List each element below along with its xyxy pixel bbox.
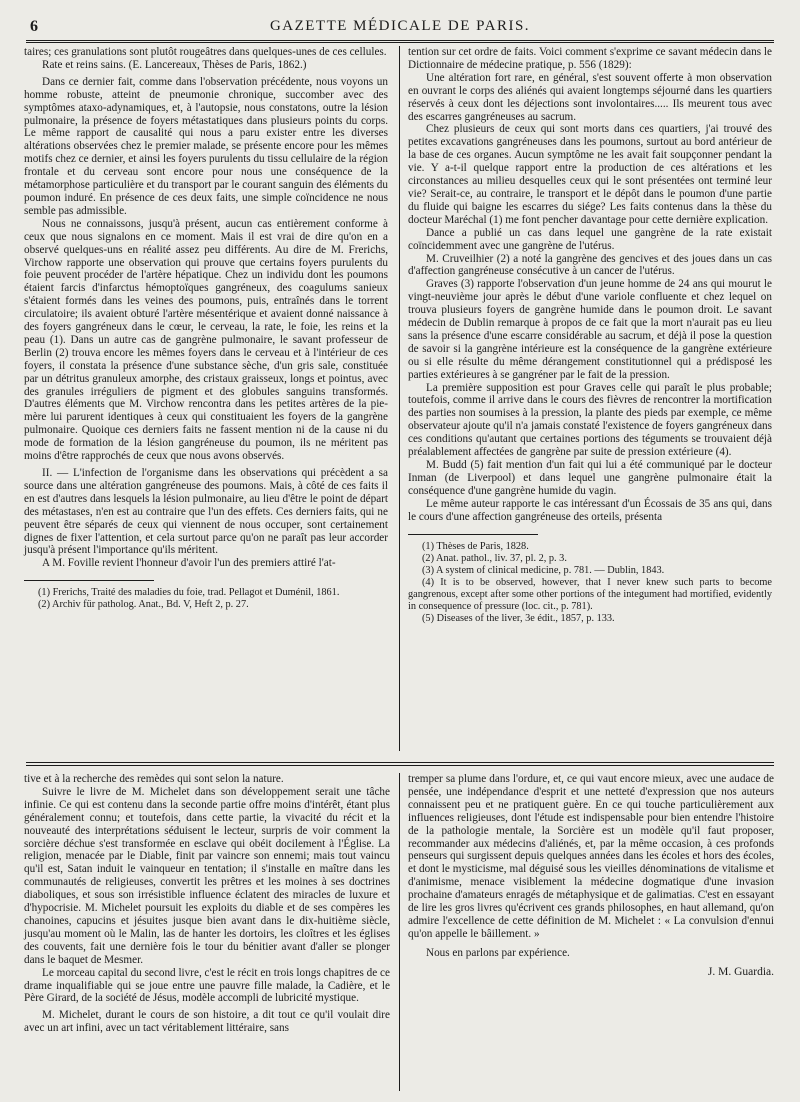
- footnotes: [408, 541, 772, 625]
- paragraph: M. Michelet, durant le cours de son histoire, a dit tout ce qu'il voulait dire avec un art infini, avec un tact véritablement littéraire, sans: [24, 1009, 390, 1035]
- column-divider-lower: [399, 773, 400, 1091]
- footnote-rule: [408, 534, 538, 535]
- paragraph: Le morceau capital du second livre, c'est le récit en trois longs chapitres de ce drame inqualifiable qui se joue entre une pauvre fille malade, la Cadière, et le Père Girard, de la société de Jésus, modèle accompli de lubricité mystique.: [24, 966, 390, 1005]
- header-rule: [26, 40, 774, 41]
- paragraph: M. Budd (5) fait mention d'un fait qui lui a été communiqué par le docteur Inman (de Liverpool) et dans lequel une gangrène pulmonaire était la conséquence d'une gangrène humide du vagin.: [408, 459, 772, 497]
- paragraph: tremper sa plume dans l'ordure, et, ce qui vaut encore mieux, avec une audace de pensée, une indépendance d'esprit et une netteté d'expression que nos auteurs connaissent peu et ne pratiquent guère. En ce qui touche particulièrement aux influences religieuses, dont l'étude est indispensable pour bien entendre l'histoire de la pathologie mentale, la Sorcière est un modèle qu'il faut proposer, recommander aux médecins d'aliénés, et, par la même occasion, à ces profonds penseurs qui surgissent depuis quelques années dans les écoles et hors des écoles, et dont le mysticisme, mal déguisé sous les vieilles dénominations de vitalisme et d'animisme, menace visiblement la médecine dogmatique d'une invasion prochaine d'amateurs enragés de métaphysique et de galimatias. C'est en essayant de lire les gros livres qu'écrivent ces grands philosophes, en haut allemand, qu'on admire l'excellence de cette définition de M. Michelet : « La convulsion d'ennui qu'on appelle le bâillement. »: [408, 773, 774, 940]
- section-rule: [26, 762, 774, 763]
- footnotes: [24, 587, 388, 611]
- header-rule-thin: [26, 42, 774, 43]
- running-head: GAZETTE MÉDICALE DE PARIS.: [269, 18, 531, 34]
- footnote: (4) It is to be observed, however, that I never knew such parts to become gangrenous, except after some other portions of the integument had mortified, evidently in consequence of pressure (loc. cit., p. 781).: [408, 576, 772, 612]
- paragraph: taires; ces granulations sont plutôt rougeâtres dans quelques-unes de ces cellules.: [24, 46, 387, 58]
- paragraph: La première supposition est pour Graves celle qui paraît le plus probable; toutefois, comme il arrive dans le cours des fièvres de rencontrer la mortification des parties non soumises à la pression, la plante des pieds par exemple, ce même observateur ajoute qu'il n'a jamais constaté l'existence de foyers gangréneux dans ces conditions qu'autant que certaines portions des téguments se trouvaient déjà préalablement affectées de gangrène par suite de pression extérieure (4).: [408, 381, 772, 459]
- paragraph: Une altération fort rare, en général, s'est souvent offerte à mon observation en ouvrant le corps des aliénés qui avaient longtemps séjourné dans les quartiers réservés à ceux dont les déjections sont involontaires..... Ils meurent tous avec des escarres gangréneuses au sacrum.: [408, 71, 772, 123]
- column-right-upper: [408, 46, 772, 625]
- paragraph: Le même auteur rapporte le cas intéressant d'un Écossais de 35 ans qui, dans le cours d'une affection gangréneuse des orteils, présenta: [408, 497, 772, 523]
- paragraph: Rate et reins sains. (E. Lancereaux, Thèses de Paris, 1862.): [42, 58, 307, 71]
- page-number: 6: [30, 18, 38, 35]
- footnote: (3) A system of clinical medicine, p. 781. — Dublin, 1843.: [422, 564, 665, 576]
- footnote: (1) Thèses de Paris, 1828.: [422, 540, 529, 552]
- paragraph: tention sur cet ordre de faits. Voici comment s'exprime ce savant médecin dans le Dictionnaire de médecine pratique, p. 556 (1829):: [408, 46, 772, 71]
- footnote: (5) Diseases of the liver, 3e édit., 1857, p. 133.: [422, 612, 615, 624]
- paragraph: M. Cruveilhier (2) a noté la gangrène des gencives et des joues dans un cas d'affection gangréneuse consécutive à un cancer de l'utérus.: [408, 252, 772, 278]
- footnote: (2) Anat. pathol., liv. 37, pl. 2, p. 3.: [422, 552, 567, 564]
- column-right-lower: [408, 773, 774, 979]
- paragraph: Nous ne connaissons, jusqu'à présent, aucun cas entièrement conforme à ceux que nous signalons en ce moment. Mais il est vrai de dire qu'on en a observé quelques-uns en réalité assez peu différents. Au dire de M. Frerichs, Virchow rapporte une observation qui prouve que certains foyers purulents du foie peuvent procéder de l'artère hépatique. Chez un individu dont les poumons étaient farcis d'infarctus hémoptoïques gangréneux, des coagulums sanieux s'étaient formés dans les veines des poumons, puis, entraînés dans le torrent circulatoire; ils avaient obturé l'artère mésentérique et avaient donné naissance à des foyers gangréneux dans le cœur, le cerveau, la rate, le foie, les reins et la peau (1). Dans un autre cas de gangrène pulmonaire, le savant professeur de Berlin (2) trouva encore les mêmes foyers dans le cerveau et à l'intérieur de ces foyers, il constata la présence d'une substance sèche, d'un gris sale, constituée par un détritus granuleux amorphe, des cristaux graisseux, longs et pointus, avec des granules irréguliers de pigment et des globules sanguins transformés. D'autres éléments que M. Virchow rencontra dans les petites artères de la pie-mère lui parurent identiques à ceux qui constituaient les foyers de la gangrène pulmonaire. Quoique ces derniers faits ne fassent mention ni de la cause ni du mode de formation de la lésion gangréneuse du poumon, ils ne méritent pas moins d'être rapprochés de ceux que nous avons observés.: [24, 217, 388, 463]
- paragraph: Dance a publié un cas dans lequel une gangrène de la rate existait coïncidemment avec une gangrène de l'utérus.: [408, 226, 772, 252]
- paragraph: Graves (3) rapporte l'observation d'un jeune homme de 24 ans qui mourut le vingt-neuvième jour après le début d'une variole confluente et chez lequel on trouva plusieurs foyers de gangrène humide dans le poumon droit. Le savant médecin de Dublin remarque à propos de ce fait que la mort n'aurait pas eu lieu sans la présence d'une escarre considérable au sacrum, et déjà il pose la question de savoir si la gangrène intérieure est la conséquence de la gangrène extérieure ou si elle résulte du même dérangement constitutionnel qui a prédisposé les parties extérieures à se gangréner par le fait de la pression.: [408, 278, 772, 381]
- section-rule-thin: [26, 765, 774, 766]
- paragraph: Dans ce dernier fait, comme dans l'observation précédente, nous voyons un homme robuste, atteint de pneumonie chronique, succomber avec des symptômes ataxo-adynamiques, et, à l'autopsie, nous constatons, outre la lésion pulmonaire, la présence de foyers métastatiques dans plusieurs points du corps. Le même rapport de causalité qui nous a paru exister entre les diverses altérations observées chez le premier malade, se présente encore pour les mêmes motifs chez ce dernier, et ainsi les foyers purulents du tissu cellulaire de la région frontale et du cerveau sont encore pour nous une conséquence de la métamorphose particulière et du transport par le courant sanguin des éléments du poumon induré. En présence de ces deux faits, une simple coïncidence ne nous semble pas admissible.: [24, 75, 388, 217]
- paragraph: A M. Foville revient l'honneur d'avoir l'un des premiers attiré l'at-: [42, 557, 336, 570]
- paragraph: Chez plusieurs de ceux qui sont morts dans ces quartiers, j'ai trouvé des petites excavations gangréneuses dans les poumons, surtout au bord antérieur de la base de ces organes. Aucun symptôme ne les avait fait soupçonner pendant la vie. Y a-t-il quelque rapport entre la production de ces altérations et les circonstances au milieu desquelles ceux qui le sont présentées ont terminé leur vie? Serait-ce, au contraire, le transport et le dépôt dans le poumon d'une partie du fluide qui baigne les escarres du siége? Les faits contenus dans la thèse du docteur Maréchal (1) me font pencher davantage pour cette dernière explication.: [408, 123, 772, 226]
- paragraph: tive et à la recherche des remèdes qui sont selon la nature.: [24, 773, 284, 785]
- column-left-upper: [24, 46, 388, 611]
- footnote-rule: [24, 580, 154, 581]
- paragraph: Suivre le livre de M. Michelet dans son développement serait une tâche infinie. Ce qui est contenu dans la seconde partie offre moins d'intérêt, étant plus généralement connu; et toutefois, dans cette partie, la vivacité du récit et la nouveauté des interprétations séduisent le lecteur, surpris de voir comment la sorcière déchue s'est transformée en esclave qui obéit docilement à l'Église. La religion, menacée par le Diable, finit par vaincre son ennemi; mais tout vaincu qu'il est, Satan induit le vainqueur en tentation; il s'installe en maître dans les communautés de religieuses, convertit les prêtres et les moines à ses doctrines diaboliques, et sous son irrésistible influence éclatent des miracles de luxure et d'hypocrisie. M. Michelet poursuit les exploits du diable et de ses compères les chanoines, capucins et jésuites jusque bien avant dans le dix-huitième siècle, jusqu'au moment où le Malin, las de hanter les dortoirs, les cloîtres et les églises des couvents, fait une dernière fois le tour du bénitier avant d'aller se plonger dans le baquet de Mesmer.: [24, 785, 390, 966]
- signature: J. M. Guardia.: [707, 965, 774, 978]
- column-left-lower: [24, 773, 390, 1035]
- paragraph: Nous en parlons par expérience.: [426, 946, 570, 959]
- column-divider-upper: [399, 46, 400, 751]
- footnote: (1) Frerichs, Traité des maladies du foie, trad. Pellagot et Duménil, 1861.: [38, 587, 340, 599]
- footnote: (2) Archiv für patholog. Anat., Bd. V, Heft 2, p. 27.: [38, 599, 249, 611]
- paragraph: II. — L'infection de l'organisme dans les observations qui précèdent a sa source dans une altération gangréneuse des poumons. Mais, à côté de ces faits il en est d'autres dans lesquels la lésion pulmonaire, au lieu d'être le point de départ des métastases, n'en est au contraire que l'un des effets. Ces derniers faits, qui ne peuvent être séparés de ceux qui viennent de nous occuper, sont certainement dignes de fixer l'attention, et cela surtout parce qu'on ne paraît pas leur accorder jusqu'à présent l'importance qu'ils méritent.: [24, 467, 388, 557]
